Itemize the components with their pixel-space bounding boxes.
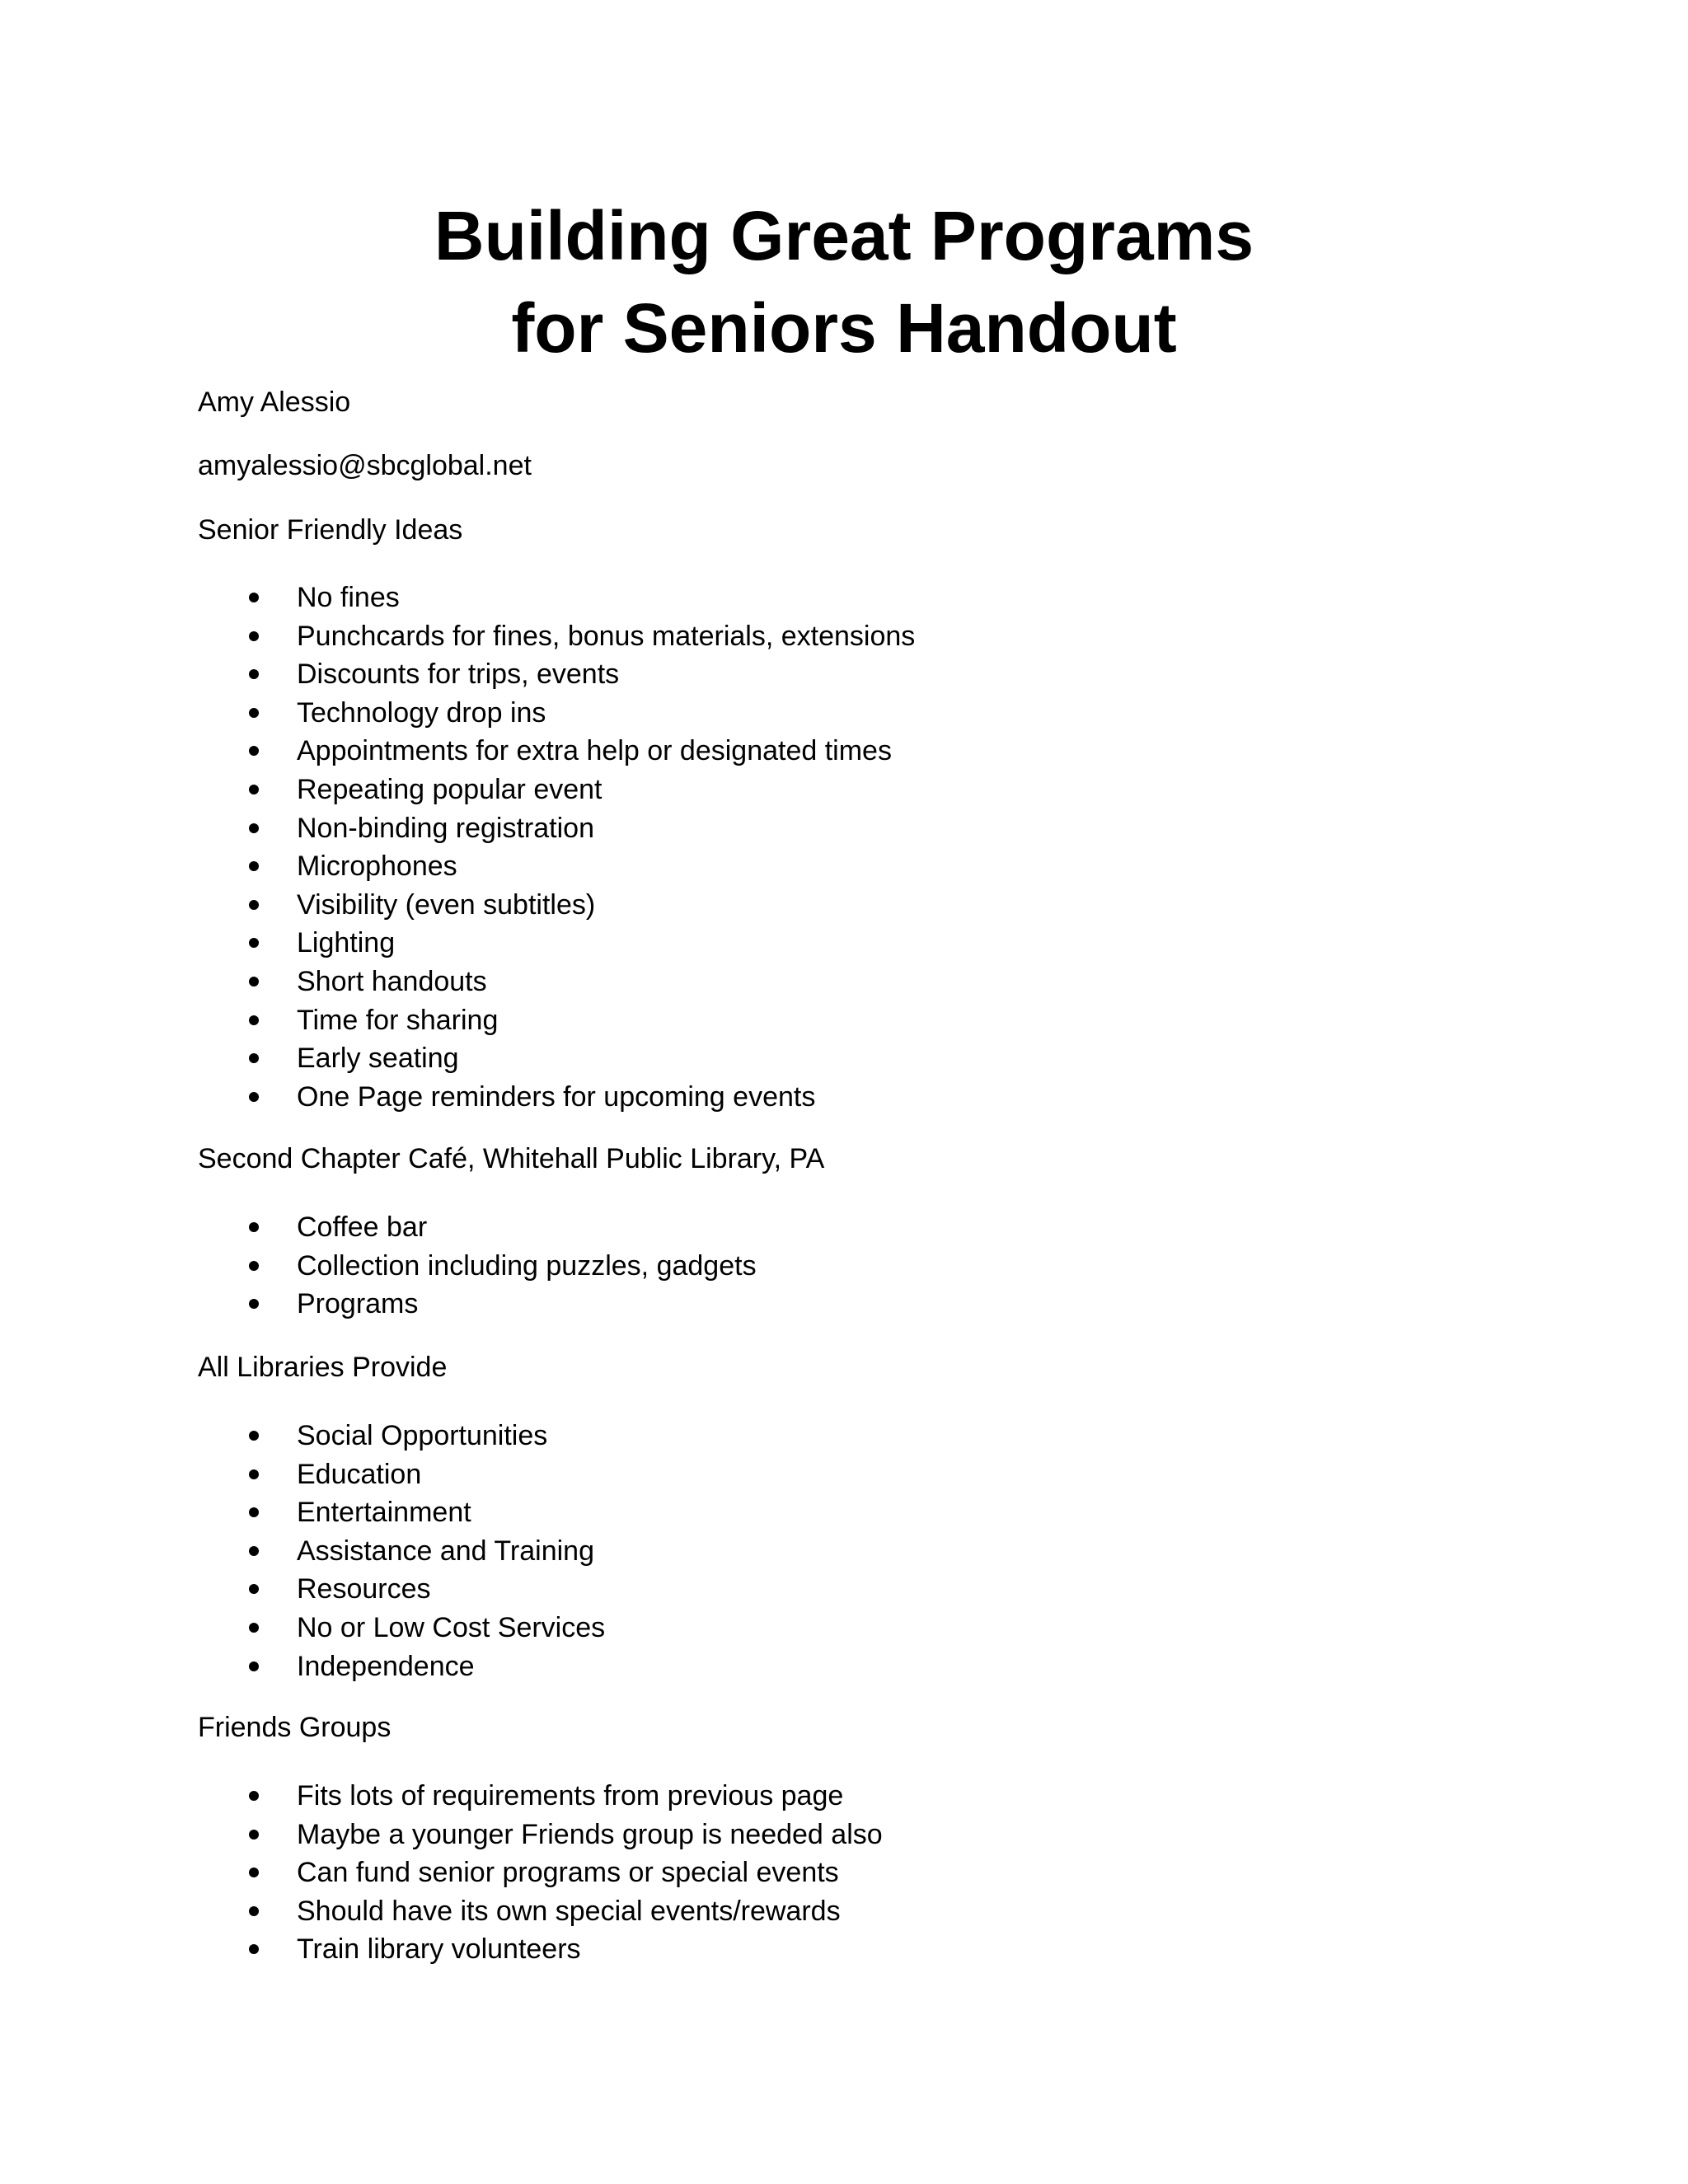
bullet-icon	[249, 938, 259, 948]
list-item: Programs	[198, 1285, 757, 1324]
section-heading-friends-groups: Friends Groups	[198, 1712, 392, 1743]
list-item: Train library volunteers	[198, 1930, 883, 1969]
bullet-icon	[249, 1053, 259, 1063]
senior-friendly-ideas-list	[198, 579, 915, 1116]
list-item: Lighting	[198, 924, 915, 963]
list-item: Non-binding registration	[198, 809, 915, 848]
list-item: Repeating popular event	[198, 771, 915, 809]
section-heading-senior-friendly-ideas: Senior Friendly Ideas	[198, 514, 463, 546]
bullet-icon	[249, 1906, 259, 1916]
list-item: Should have its own special events/rewards	[198, 1892, 883, 1931]
bullet-icon	[249, 669, 259, 679]
all-libraries-provide-list	[198, 1417, 605, 1685]
bullet-icon	[249, 1015, 259, 1025]
bullet-icon	[249, 1469, 259, 1479]
bullet-icon	[249, 746, 259, 756]
list-item: Microphones	[198, 847, 915, 886]
list-item: Technology drop ins	[198, 694, 915, 733]
title-line-1: Building Great Programs	[434, 197, 1254, 274]
bullet-icon	[249, 1546, 259, 1556]
bullet-icon	[249, 593, 259, 602]
bullet-icon	[249, 1661, 259, 1671]
list-item: One Page reminders for upcoming events	[198, 1078, 915, 1117]
bullet-icon	[249, 1791, 259, 1801]
list-item: Appointments for extra help or designated times	[198, 732, 915, 771]
list-item: Coffee bar	[198, 1208, 757, 1247]
bullet-icon	[249, 1868, 259, 1877]
bullet-icon	[249, 1222, 259, 1232]
list-item: Punchcards for fines, bonus materials, extensions	[198, 617, 915, 656]
list-item: No fines	[198, 579, 915, 617]
section-heading-all-libraries-provide: All Libraries Provide	[198, 1352, 448, 1383]
bullet-icon	[249, 1830, 259, 1840]
author-email: amyalessio@sbcglobal.net	[198, 450, 532, 481]
bullet-icon	[249, 823, 259, 833]
list-item: Fits lots of requirements from previous page	[198, 1777, 883, 1816]
list-item: Entertainment	[198, 1493, 605, 1532]
section-heading-second-chapter-cafe: Second Chapter Café, Whitehall Public Library, PA	[198, 1143, 825, 1174]
bullet-icon	[249, 977, 259, 987]
bullet-icon	[249, 1584, 259, 1594]
list-item: Early seating	[198, 1039, 915, 1078]
document-title	[0, 190, 1688, 374]
bullet-icon	[249, 1092, 259, 1102]
list-item: Social Opportunities	[198, 1417, 605, 1455]
friends-groups-list	[198, 1777, 883, 1969]
list-item: Maybe a younger Friends group is needed also	[198, 1816, 883, 1854]
bullet-icon	[249, 861, 259, 871]
list-item: No or Low Cost Services	[198, 1609, 605, 1647]
second-chapter-cafe-list	[198, 1208, 757, 1324]
bullet-icon	[249, 1261, 259, 1271]
author-name: Amy Alessio	[198, 387, 351, 418]
list-item: Can fund senior programs or special events	[198, 1854, 883, 1892]
bullet-icon	[249, 1507, 259, 1517]
list-item: Education	[198, 1455, 605, 1494]
bullet-icon	[249, 1623, 259, 1633]
list-item: Independence	[198, 1647, 605, 1686]
bullet-icon	[249, 1299, 259, 1309]
bullet-icon	[249, 785, 259, 794]
list-item: Collection including puzzles, gadgets	[198, 1247, 757, 1286]
bullet-icon	[249, 1431, 259, 1441]
list-item: Time for sharing	[198, 1001, 915, 1040]
list-item: Discounts for trips, events	[198, 655, 915, 694]
bullet-icon	[249, 1944, 259, 1954]
list-item: Visibility (even subtitles)	[198, 886, 915, 925]
list-item: Assistance and Training	[198, 1532, 605, 1571]
list-item: Resources	[198, 1570, 605, 1609]
bullet-icon	[249, 708, 259, 718]
bullet-icon	[249, 631, 259, 641]
bullet-icon	[249, 900, 259, 910]
list-item: Short handouts	[198, 963, 915, 1001]
title-line-2: for Seniors Handout	[511, 289, 1177, 367]
